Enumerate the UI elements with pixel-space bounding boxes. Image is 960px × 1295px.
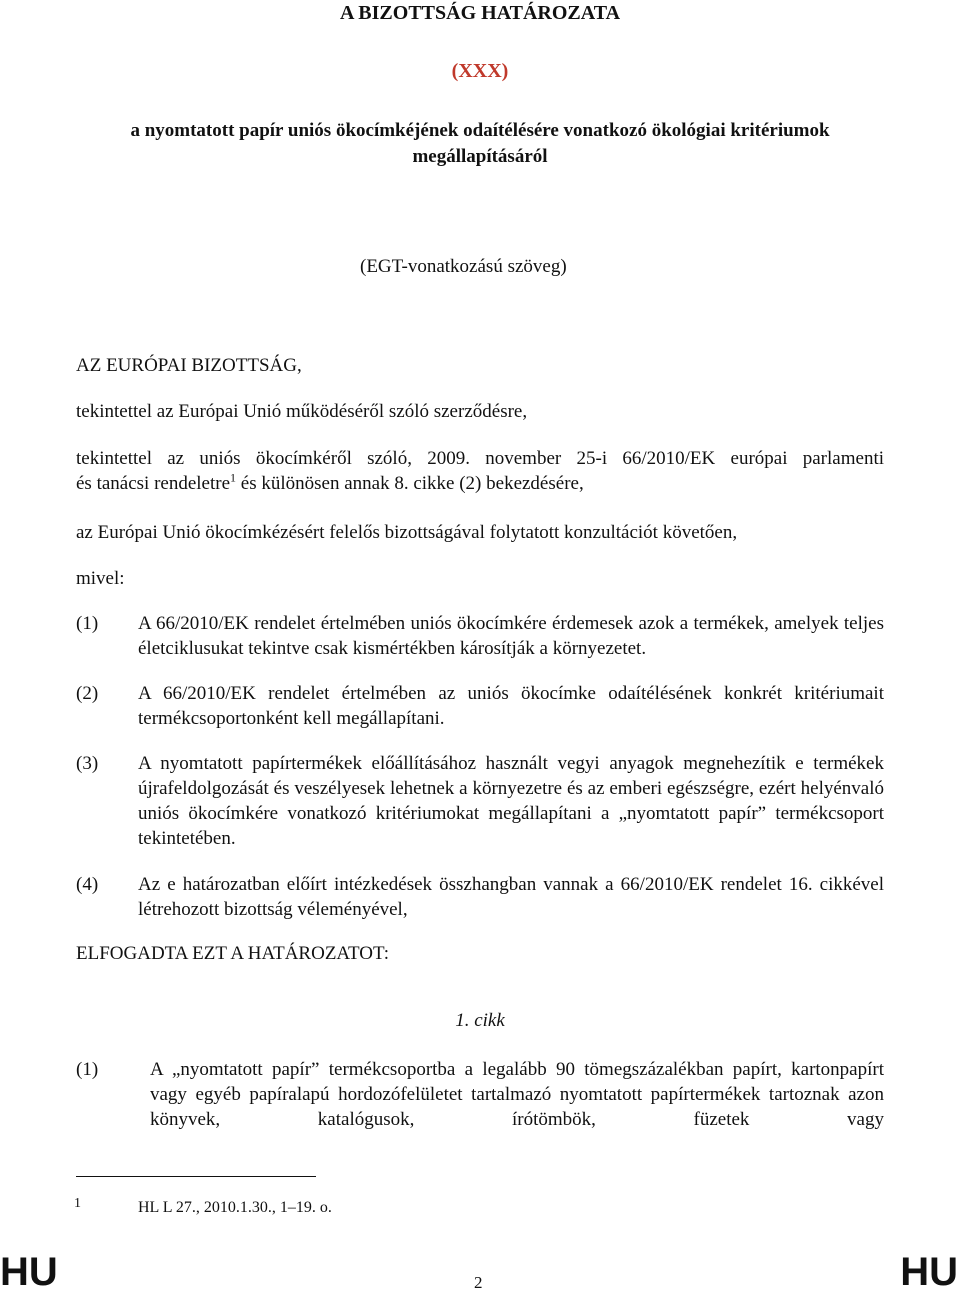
- whereas-label: mivel:: [76, 568, 125, 589]
- recital-text: A 66/2010/EK rendelet értelmében az uniós ökocímke odaítélésének konkrét kritériumait termékcsoportonként kell megállapítani.: [138, 683, 884, 729]
- recital-text: A nyomtatott papírtermékek előállításához használt vegyi anyagok megnehezítik e termékek újrafeldolgozását és veszélyesek lehetnek a környezetre és az emberi egészségre, ezért helyénvaló uniós ökocímkére vonatkozó kritériumokat megállapítani a „nyomtatott papír” termékcsoport tekintetében.: [138, 753, 884, 849]
- recital-text: Az e határozatban előírt intézkedések összhangban vannak a 66/2010/EK rendelet 16. cikkével létrehozott bizottság véleményével,: [138, 874, 884, 920]
- footnote-text: HL L 27., 2010.1.30., 1–19. o.: [138, 1199, 332, 1216]
- citation-regulation-line-1: tekintettel az uniós ökocímkéről szóló, 2009. november 25-i 66/2010/EK európai parlamenti: [76, 448, 884, 469]
- eea-relevance: (EGT-vonatkozású szöveg): [360, 256, 567, 277]
- citation-regulation-text: és tanácsi rendeletre: [76, 473, 231, 494]
- footnote-reference[interactable]: 1: [230, 470, 237, 485]
- citation-regulation-line-2: [76, 471, 584, 496]
- recital-text: A 66/2010/EK rendelet értelmében uniós ökocímkére érdemesek azok a termékek, amelyek teljes életciklusukat tekintve csak kismértékben károsítják a környezetet.: [138, 613, 884, 659]
- subtitle-line-1: a nyomtatott papír uniós ökocímkéjének odaítélésére vonatkozó ökológiai kritériumok: [130, 120, 830, 141]
- document-number: (XXX): [451, 60, 509, 82]
- language-code-left: HU: [0, 1250, 58, 1294]
- subtitle-line-2: megállapításáról: [412, 146, 548, 167]
- article-paragraph-number: (1): [76, 1059, 99, 1080]
- footnote-mark: 1: [74, 1196, 81, 1211]
- document-title: A BIZOTTSÁG HATÁROZATA: [339, 2, 621, 24]
- article-paragraph-text: A „nyomtatott papír” termékcsoportba a legalább 90 tömegszázalékban papírt, kartonpapírt vagy egyéb papíralapú hordozófelületet tartalmazó nyomtatott papírtermékek tartoznak azon könyvek, katalógusok, írótömbök, füzetek vagy: [150, 1059, 884, 1130]
- language-code-right: HU: [900, 1250, 958, 1294]
- adoption-formula: ELFOGADTA EZT A HATÁROZATOT:: [76, 943, 389, 964]
- recital-number: (2): [76, 683, 99, 704]
- document-subtitle: [0, 118, 960, 170]
- recital-number: (1): [76, 613, 99, 634]
- recital-number: (3): [76, 753, 99, 774]
- institution-line: AZ EURÓPAI BIZOTTSÁG,: [76, 355, 302, 376]
- article-heading: 1. cikk: [455, 1010, 505, 1031]
- citation-treaty: tekintettel az Európai Unió működéséről szóló szerződésre,: [76, 401, 528, 422]
- footnote-separator: [76, 1176, 316, 1177]
- consultation-line: az Európai Unió ökocímkézésért felelős bizottságával folytatott konzultációt követően,: [76, 522, 738, 543]
- recital-number: (4): [76, 874, 99, 895]
- page-number: 2: [474, 1273, 483, 1292]
- citation-regulation-text-end: és különösen annak 8. cikke (2) bekezdésére,: [236, 473, 584, 494]
